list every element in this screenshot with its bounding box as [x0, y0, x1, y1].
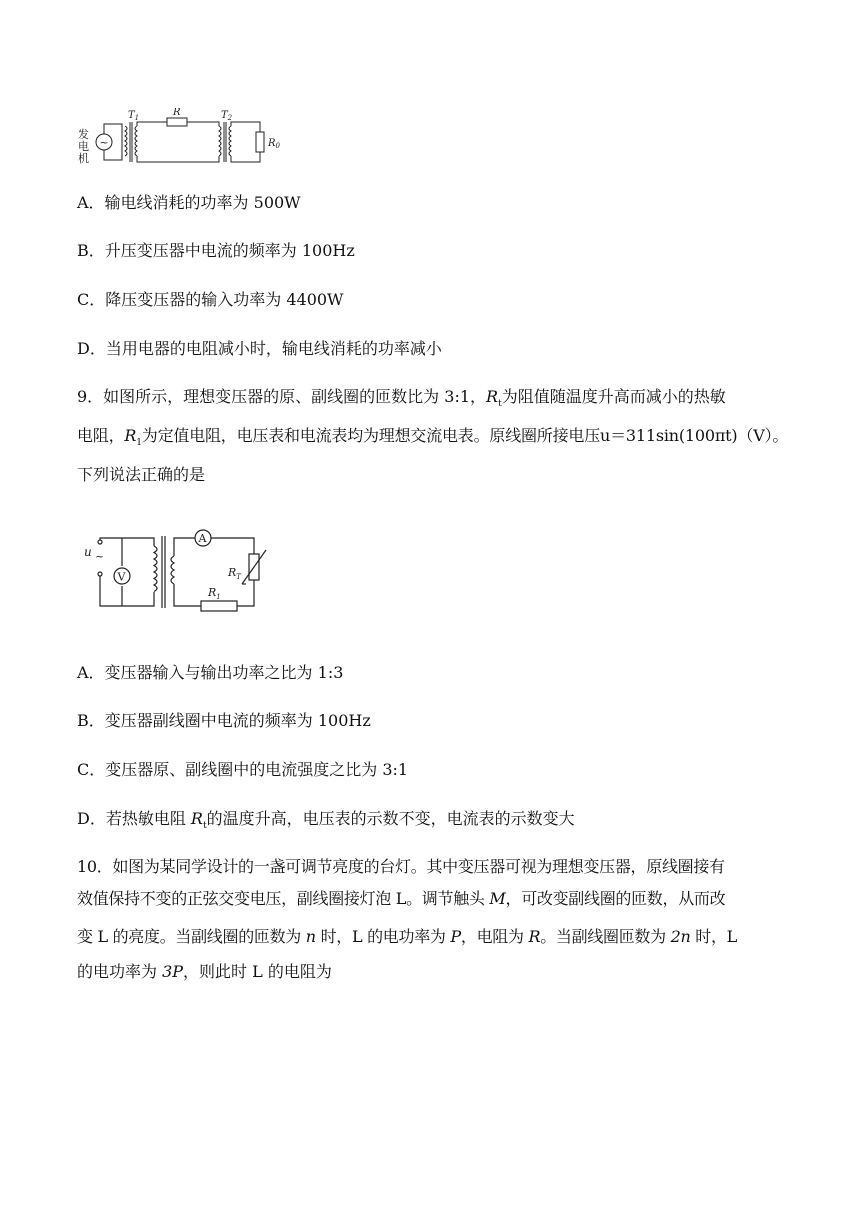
q9-voltage-formula: u＝311sin(100πt): [600, 426, 738, 445]
q9-stem-line3: 下列说法正确的是: [77, 465, 206, 484]
q9-option-c: C．变压器原、副线圈中的电流强度之比为 3:1: [77, 760, 409, 779]
resistor-r1: [201, 601, 237, 611]
t2-secondary-coil: [229, 126, 231, 156]
q10-stem-line3: 变 L 的亮度。当副线圈的匝数为 n 时，L 的电功率为 P，电阻为 R。当副线圈匝数为 2n 时，L: [77, 927, 738, 946]
ac-symbol: ~: [99, 136, 109, 149]
ammeter-label: A: [198, 532, 207, 545]
power-transmission-diagram: [74, 108, 294, 168]
primary-coil: [154, 546, 157, 592]
r0-label: $R_0$: [268, 138, 280, 150]
r1-label: $R_1$: [208, 586, 221, 601]
q10-stem-line1: 10．如图为某同学设计的一盏可调节亮度的台灯。其中变压器可视为理想变压器，原线圈接有: [77, 857, 725, 876]
t2-primary-coil: [219, 126, 221, 156]
q9-stem-line2: 电阻，$R_1$为定值电阻，电压表和电流表均为理想交流电表。原线圈所接电压u＝311sin(100πt)（V）。: [77, 426, 789, 449]
q9-stem-line1: 9．如图所示，理想变压器的原、副线圈的匝数比为 3:1，$R_t$为阻值随温度升高而减小的热敏: [77, 387, 726, 410]
q8-option-c: C．降压变压器的输入功率为 4400W: [77, 290, 344, 309]
r-label: R: [173, 108, 181, 118]
t2-label: $T_2$: [221, 110, 233, 122]
transformer-circuit-diagram: [80, 526, 280, 616]
q10-stem-line4: 的电功率为 3P，则此时 L 的电阻为: [77, 962, 332, 981]
q8-option-b: B．升压变压器中电流的频率为 100Hz: [77, 241, 355, 260]
q8-option-a: A．输电线消耗的功率为 500W: [77, 193, 301, 212]
ac-symbol: ~: [95, 550, 105, 563]
q10-stem-line2: 效值保持不变的正弦交变电压，副线圈接灯泡 L。调节触头 M，可改变副线圈的匝数，从而改: [77, 889, 726, 908]
q9-option-a: A．变压器输入与输出功率之比为 1:3: [77, 663, 344, 682]
generator-label-3: 机: [78, 152, 89, 165]
rt-label: $R_T$: [228, 566, 241, 581]
voltmeter-label: V: [117, 570, 126, 584]
generator-label-1: 发: [78, 128, 89, 141]
generator-label-2: 电: [78, 140, 89, 153]
q8-option-d: D．当用电器的电阻减小时，输电线消耗的功率减小: [77, 339, 442, 358]
q9-option-d: D．若热敏电阻 $R_t$的温度升高，电压表的示数不变，电流表的示数变大: [77, 809, 575, 832]
u-label: u: [84, 545, 92, 559]
q9-option-b: B．变压器副线圈中电流的频率为 100Hz: [77, 711, 371, 730]
t1-primary-coil: [125, 126, 127, 156]
line-resistor-r: [167, 118, 187, 126]
secondary-coil: [171, 556, 174, 584]
t1-label: $T_1$: [128, 110, 140, 122]
load-resistor-r0: [256, 132, 264, 152]
t1-secondary-coil: [135, 126, 137, 156]
